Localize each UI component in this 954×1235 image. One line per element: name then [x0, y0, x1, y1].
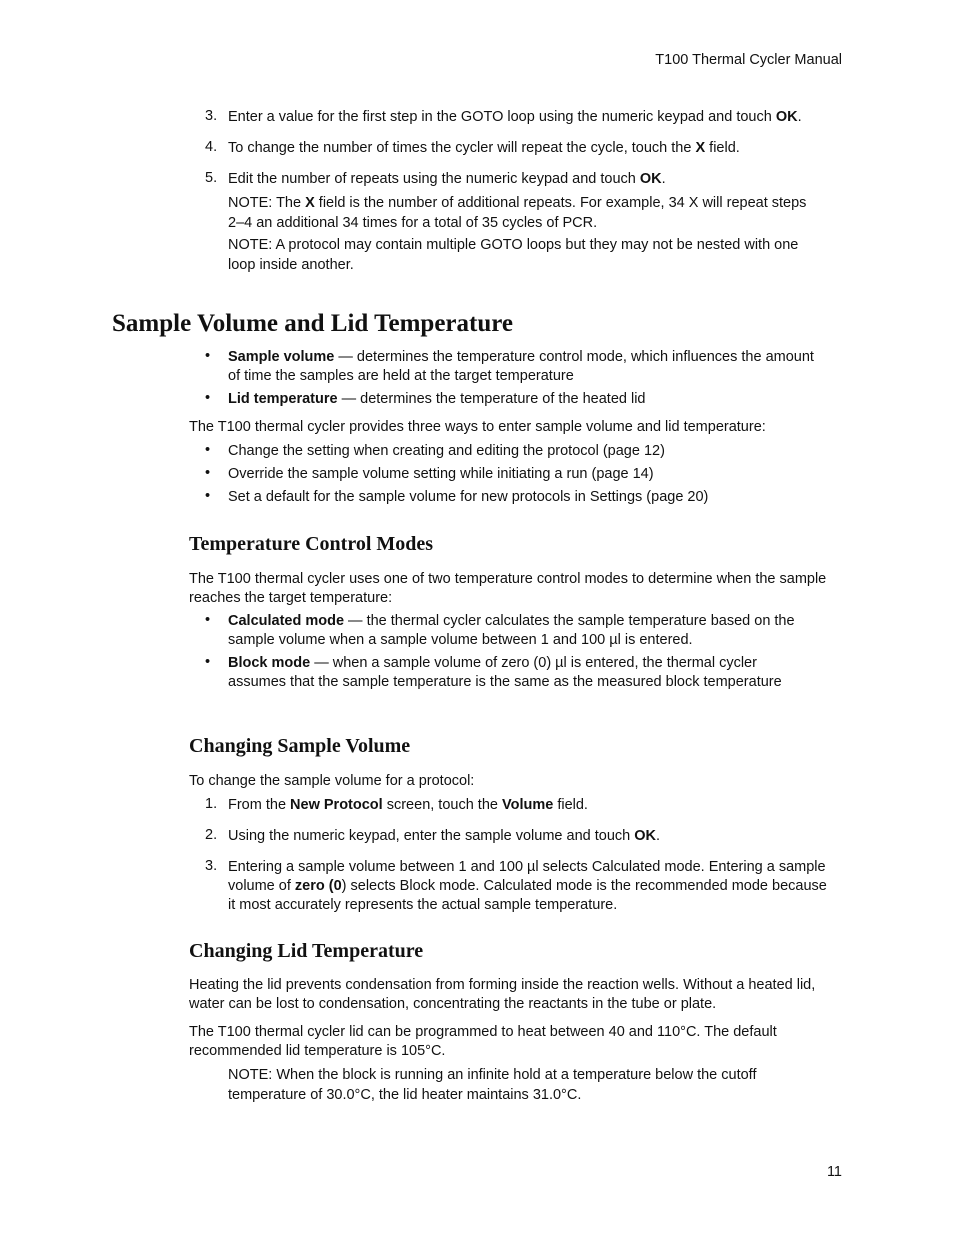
paragraph: The T100 thermal cycler provides three ways to enter sample volume and lid temperature: [189, 419, 766, 435]
running-header: T100 Thermal Cycler Manual [655, 52, 842, 68]
step-text: From the New Protocol screen, touch the Volume field. [228, 797, 588, 813]
section-title: Sample Volume and Lid Temperature [112, 310, 514, 337]
bullet-text: Sample volume — determines the temperature control mode, which influences the amount of time the samples are held at the target temperature [228, 349, 814, 384]
bullet-icon: • [205, 348, 211, 364]
step-text: Enter a value for the first step in the GOTO loop using the numeric keypad and touch OK. [228, 109, 802, 125]
step-number: 1. [205, 796, 218, 812]
note: NOTE: A protocol may contain multiple GOTO loops but they may not be nested with one loop inside another. [228, 237, 799, 273]
step-text: Edit the number of repeats using the numeric keypad and touch OK. [228, 171, 666, 187]
paragraph: The T100 thermal cycler lid can be programmed to heat between 40 and 110°C. The default recommended lid temperature is 105°C. [189, 1024, 777, 1059]
step-text: Using the numeric keypad, enter the sample volume and touch OK. [228, 828, 661, 844]
bullet-text: Change the setting when creating and editing the protocol (page 12) [228, 443, 665, 459]
page-number: 11 [826, 1164, 842, 1180]
step-text: Entering a sample volume between 1 and 100 µl selects Calculated mode. Entering a sample volume of zero (0) selects Block mode. Calculated mode is the recommended mode because it most accurately represents the actual sample temperature. [228, 859, 827, 913]
paragraph: To change the sample volume for a protocol: [189, 773, 475, 789]
step-number: 5. [205, 170, 218, 186]
bullet-text: Set a default for the sample volume for new protocols in Settings (page 20) [228, 489, 709, 505]
step-number: 2. [205, 827, 218, 843]
bullet-icon: • [205, 612, 211, 628]
subsection-title: Temperature Control Modes [189, 533, 434, 555]
step-text: To change the number of times the cycler will repeat the cycle, touch the X field. [228, 140, 740, 156]
subsection-title: Changing Sample Volume [189, 735, 411, 757]
bullet-icon: • [205, 654, 211, 670]
subsection-title: Changing Lid Temperature [189, 940, 424, 962]
note: NOTE: When the block is running an infinite hold at a temperature below the cutoff temperature of 30.0°C, the lid heater maintains 31.0°C. [228, 1067, 757, 1103]
bullet-text: Override the sample volume setting while initiating a run (page 14) [228, 466, 654, 482]
step-number: 4. [205, 139, 218, 155]
bullet-icon: • [205, 442, 211, 458]
bullet-icon: • [205, 465, 211, 481]
bullet-text: Lid temperature — determines the temperature of the heated lid [228, 391, 646, 407]
bullet-icon: • [205, 488, 211, 504]
bullet-text: Calculated mode — the thermal cycler calculates the sample temperature based on the sample volume when a sample volume between 1 and 100 µl is entered. [228, 613, 795, 648]
step-number: 3. [205, 108, 218, 124]
step-number: 3. [205, 858, 218, 874]
bullet-icon: • [205, 390, 211, 406]
paragraph: The T100 thermal cycler uses one of two temperature control modes to determine when the sample reaches the target temperature: [189, 571, 827, 606]
paragraph: Heating the lid prevents condensation from forming inside the reaction wells. Without a heated lid, water can be lost to condensation, concentrating the reactants in the tube or plate. [189, 977, 816, 1012]
note: NOTE: The X field is the number of additional repeats. For example, 34 X will repeat steps 2–4 an additional 34 times for a total of 35 cycles of PCR. [228, 195, 807, 231]
bullet-text: Block mode — when a sample volume of zero (0) µl is entered, the thermal cycler assumes that the sample temperature is the same as the measured block temperature [228, 655, 782, 690]
